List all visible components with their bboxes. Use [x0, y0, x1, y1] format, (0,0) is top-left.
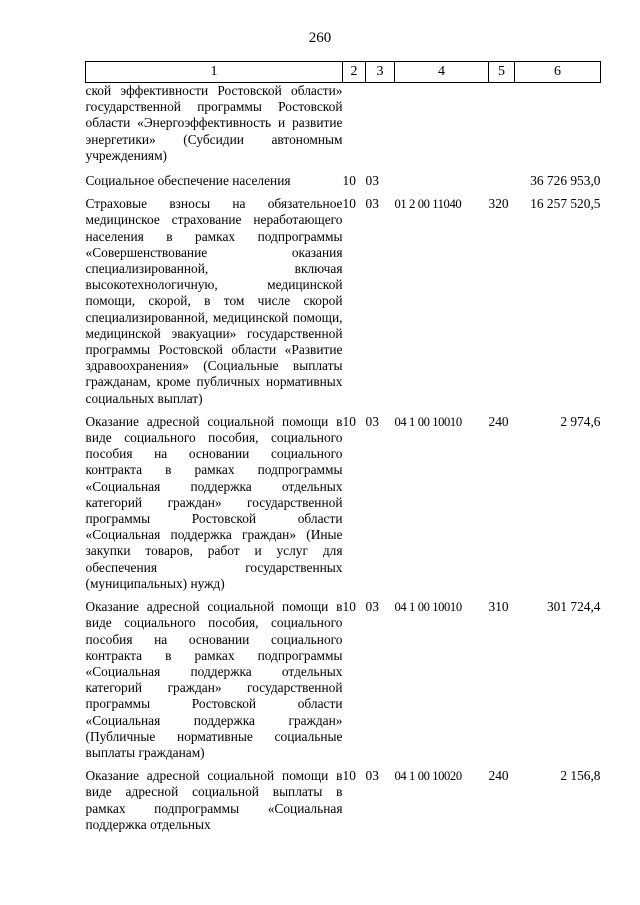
row-expense-type: 240 — [488, 413, 509, 429]
row-description: Оказание адресной социальной помощи в виде социального пособия, социального пособия на основании социального контракта в рамках подпрограммы «Социальная поддержка отдельных категорий граждан» государственной программы Ростовской области «Социальная поддержка граждан» (Иные закупки товаров, работ и услуг для обеспечения государственных (муниципальных) нужд) — [85, 413, 343, 591]
row-amount: 36 726 953,0 — [530, 173, 601, 189]
row-expense-type: 310 — [488, 599, 509, 615]
row-expense-type — [489, 173, 515, 196]
header-col-6: 6 — [515, 62, 601, 83]
row-subsection: 03 — [365, 413, 379, 429]
row-amount: 2 974,6 — [560, 413, 601, 429]
table-row — [86, 196, 601, 414]
header-col-1: 1 — [86, 62, 343, 83]
row-description: Оказание адресной социальной помощи в виде адресной социальной выплаты в рамках подпрограммы «Социальная поддержка отдельных — [85, 768, 343, 832]
table-row — [86, 83, 601, 174]
row-target-article — [395, 83, 489, 174]
row-subsection: 03 — [365, 196, 379, 212]
row-subsection: 03 — [365, 173, 379, 189]
row-expense-type — [489, 83, 515, 174]
row-section: 10 — [342, 173, 356, 189]
row-amount: 2 156,8 — [560, 768, 601, 784]
row-subsection: 03 — [365, 599, 379, 615]
row-description: Оказание адресной социальной помощи в виде социального пособия, социального пособия на основании социального контракта в рамках подпрограммы «Социальная поддержка отдельных категорий граждан» государственной программы Ростовской области «Социальная поддержка граждан» (Публичные нормативные социальные выплаты гражданам) — [85, 599, 343, 760]
row-section: 10 — [342, 196, 356, 212]
table-row — [86, 173, 601, 196]
header-col-3: 3 — [366, 62, 395, 83]
header-col-5: 5 — [489, 62, 515, 83]
header-col-2: 2 — [343, 62, 366, 83]
row-target-article — [395, 173, 489, 196]
row-description: Социальное обеспечение населения — [85, 173, 291, 189]
row-amount: 16 257 520,5 — [530, 196, 601, 212]
row-section: 10 — [342, 768, 356, 784]
table-row — [86, 414, 601, 599]
row-subsection: 03 — [365, 768, 379, 784]
row-subsection — [366, 83, 395, 174]
table-row — [86, 599, 601, 768]
row-description: ской эффективности Ростовской области» государственной программы Ростовской области «Энергоэффективность и развитие энергетики» (Субсидии автономным учреждениям) — [85, 83, 343, 163]
row-expense-type: 320 — [488, 196, 509, 212]
header-row — [86, 62, 601, 83]
budget-table — [85, 61, 601, 840]
row-expense-type: 240 — [488, 768, 509, 784]
header-col-4: 4 — [395, 62, 489, 83]
row-target-article: 04 1 00 10020 — [394, 769, 462, 784]
row-target-article: 04 1 00 10010 — [394, 414, 462, 429]
row-section: 10 — [342, 413, 356, 429]
row-section — [343, 83, 366, 174]
row-target-article: 04 1 00 10010 — [394, 600, 462, 615]
row-amount: 301 724,4 — [546, 599, 601, 615]
row-target-article: 01 2 00 11040 — [394, 197, 462, 212]
row-section: 10 — [342, 599, 356, 615]
table-row — [86, 768, 601, 840]
row-description: Страховые взносы на обязательное медицинское страхование неработающего населения в рамках подпрограммы «Совершенствование оказания специализированной, включая высокотехнологичную, медицинской помощи, скорой, в том числе скорой специализированной, медицинской помощи, медицинской эвакуации» государственной программы Ростовской области «Развитие здравоохранения» (Социальные выплаты гражданам, кроме публичных нормативных социальных выплат) — [85, 196, 343, 406]
page-number: 260 — [308, 30, 332, 46]
row-amount — [515, 83, 601, 174]
